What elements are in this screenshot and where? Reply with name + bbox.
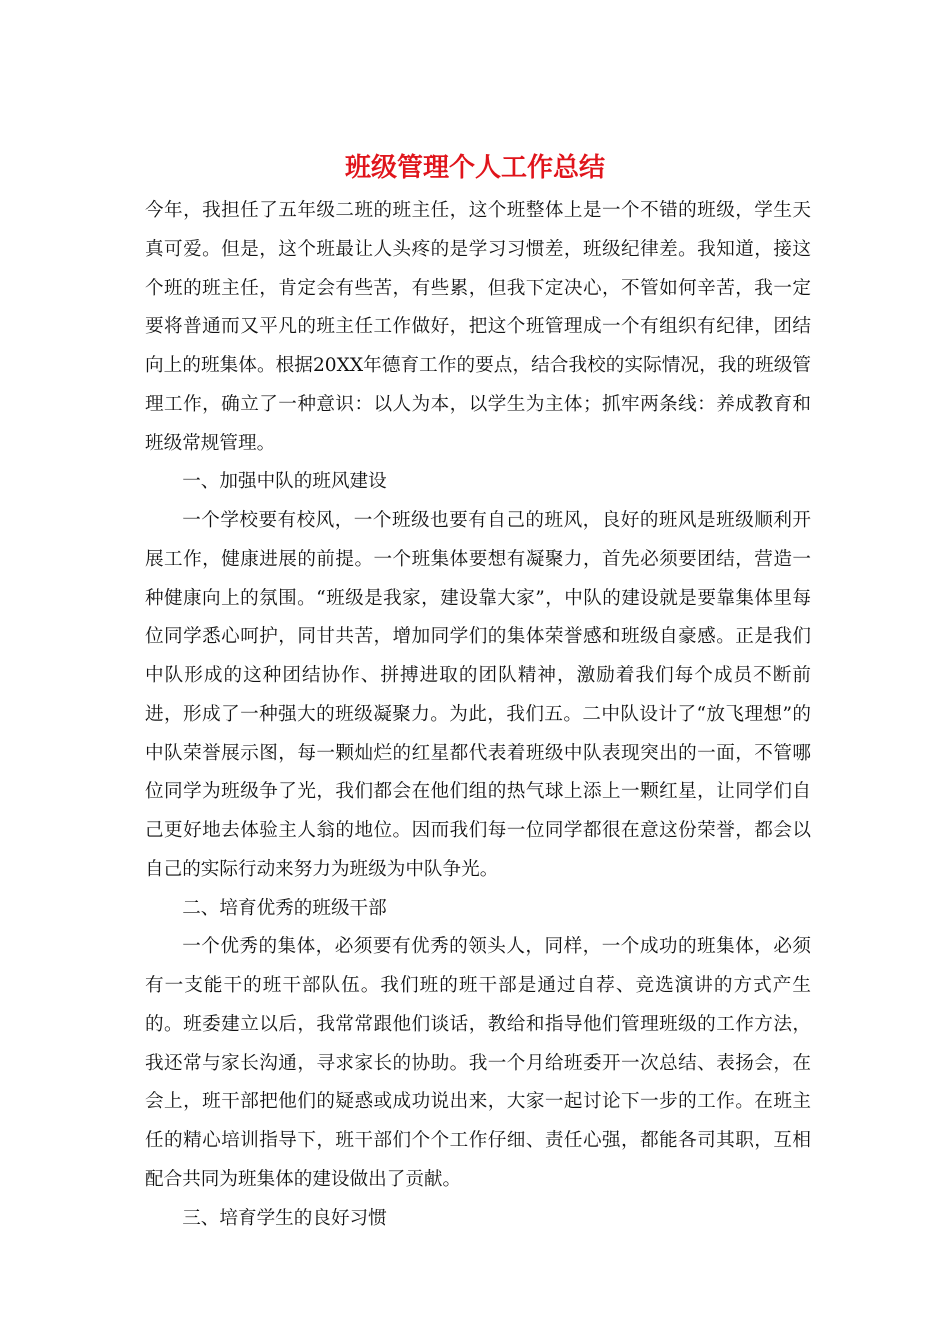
paragraph-section-2: 一个优秀的集体，必须要有优秀的领头人，同样，一个成功的班集体，必须有一支能干的班干部队伍。我们班的班干部是通过自荐、竞选演讲的方式产生的。班委建立以后，我常常跟他们谈话，教给和指导他们管理班级的工作方法，我还常与家长沟通，寻求家长的协助。我一个月给班委开一次总结、表扬会，在会上，班干部把他们的疑惑或成功说出来，大家一起讨论下一步的工作。在班主任的精心培训指导下，班干部们个个工作仔细、责任心强，都能各司其职，互相配合共同为班集体的建设做出了贡献。 bbox=[145, 936, 811, 1190]
document-title: 班级管理个人工作总结 bbox=[344, 153, 605, 183]
section-heading-3: 三、培育学生的良好习惯 bbox=[182, 1207, 387, 1229]
document-body bbox=[145, 192, 811, 1238]
section-heading-2: 二、培育优秀的班级干部 bbox=[182, 897, 387, 919]
paragraph-section-1: 一个学校要有校风，一个班级也要有自己的班风，良好的班风是班级顺利开展工作，健康进展的前提。一个班集体要想有凝聚力，首先必须要团结，营造一种健康向上的氛围。“班级是我家，建设靠大家”，中队的建设就是要靠集体里每位同学悉心呵护，同甘共苦，增加同学们的集体荣誉感和班级自豪感。正是我们中队形成的这种团结协作、拼搏进取的团队精神，激励着我们每个成员不断前进，形成了一种强大的班级凝聚力。为此，我们五。二中队设计了“放飞理想”的中队荣誉展示图，每一颗灿烂的红星都代表着班级中队表现突出的一面，不管哪位同学为班级争了光，我们都会在他们组的热气球上添上一颗红星，让同学们自己更好地去体验主人翁的地位。因而我们每一位同学都很在意这份荣誉，都会以自己的实际行动来努力为班级为中队争光。 bbox=[145, 510, 811, 880]
paragraph-intro: 今年，我担任了五年级二班的班主任，这个班整体上是一个不错的班级，学生天真可爱。但是，这个班最让人头疼的是学习习惯差，班级纪律差。我知道，接这个班的班主任，肯定会有些苦，有些累，但我下定决心，不管如何辛苦，我一定要将普通而又平凡的班主任工作做好，把这个班管理成一个有组织有纪律，团结向上的班集体。根据20XX年德育工作的要点，结合我校的实际情况，我的班级管理工作，确立了一种意识：以人为本，以学生为主体；抓牢两条线：养成教育和班级常规管理。 bbox=[145, 200, 811, 454]
section-heading-1: 一、加强中队的班风建设 bbox=[182, 471, 387, 493]
